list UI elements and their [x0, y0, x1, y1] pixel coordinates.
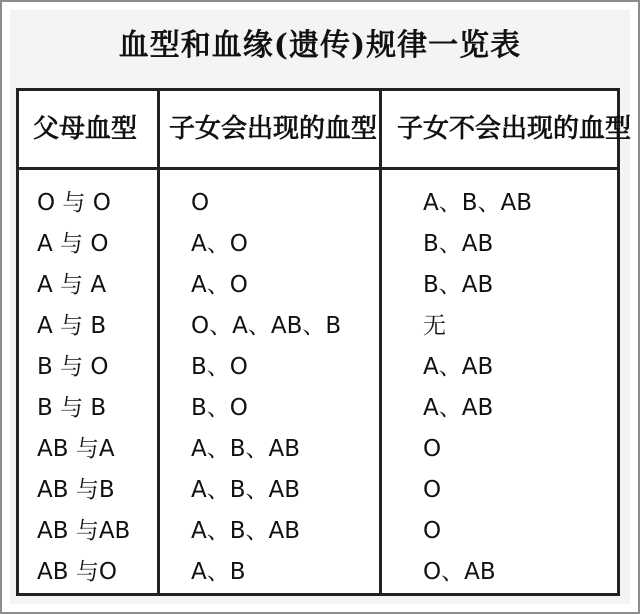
table-row [19, 470, 617, 511]
cell-parents: AB 与B [37, 477, 115, 503]
cell-possible: O [191, 190, 210, 216]
table-body [19, 183, 617, 593]
header-parents: 父母血型 [33, 114, 138, 144]
cell-impossible: 无 [423, 313, 446, 339]
header-impossible: 子女不会出现的血型 [397, 114, 632, 144]
cell-possible: A、B、AB [191, 436, 301, 462]
cell-parents: AB 与O [37, 559, 117, 585]
table-row [19, 224, 617, 265]
cell-impossible: A、AB [423, 354, 494, 380]
table-row [19, 429, 617, 470]
cell-impossible: A、AB [423, 395, 494, 421]
cell-possible: B、O [191, 354, 248, 380]
table-row [19, 183, 617, 224]
table-row [19, 511, 617, 552]
cell-parents: O 与 O [37, 190, 111, 216]
cell-possible: B、O [191, 395, 248, 421]
header-divider [19, 167, 617, 170]
cell-parents: A 与 O [37, 231, 109, 257]
cell-impossible: O [423, 477, 442, 503]
cell-impossible: A、B、AB [423, 190, 533, 216]
cell-parents: AB 与AB [37, 518, 131, 544]
table-row [19, 265, 617, 306]
cell-possible: A、O [191, 272, 248, 298]
cell-parents: B 与 O [37, 354, 109, 380]
cell-parents: A 与 B [37, 313, 107, 339]
cell-impossible: O [423, 436, 442, 462]
table-row [19, 552, 617, 593]
cell-possible: A、B、AB [191, 477, 301, 503]
header-possible: 子女会出现的血型 [169, 114, 378, 144]
cell-possible: A、B、AB [191, 518, 301, 544]
cell-parents: A 与 A [37, 272, 107, 298]
cell-impossible: B、AB [423, 231, 494, 257]
cell-possible: O、A、AB、B [191, 313, 342, 339]
table-row [19, 306, 617, 347]
cell-impossible: O、AB [423, 559, 496, 585]
table-row [19, 347, 617, 388]
cell-possible: A、B [191, 559, 246, 585]
cell-impossible: O [423, 518, 442, 544]
cell-parents: B 与 B [37, 395, 107, 421]
cell-possible: A、O [191, 231, 248, 257]
cell-impossible: B、AB [423, 272, 494, 298]
table-row [19, 388, 617, 429]
blood-type-table [16, 88, 632, 596]
document-panel [10, 10, 630, 604]
page-title: 血型和血缘(遗传)规律一览表 [118, 28, 522, 63]
cell-parents: AB 与A [37, 436, 115, 462]
